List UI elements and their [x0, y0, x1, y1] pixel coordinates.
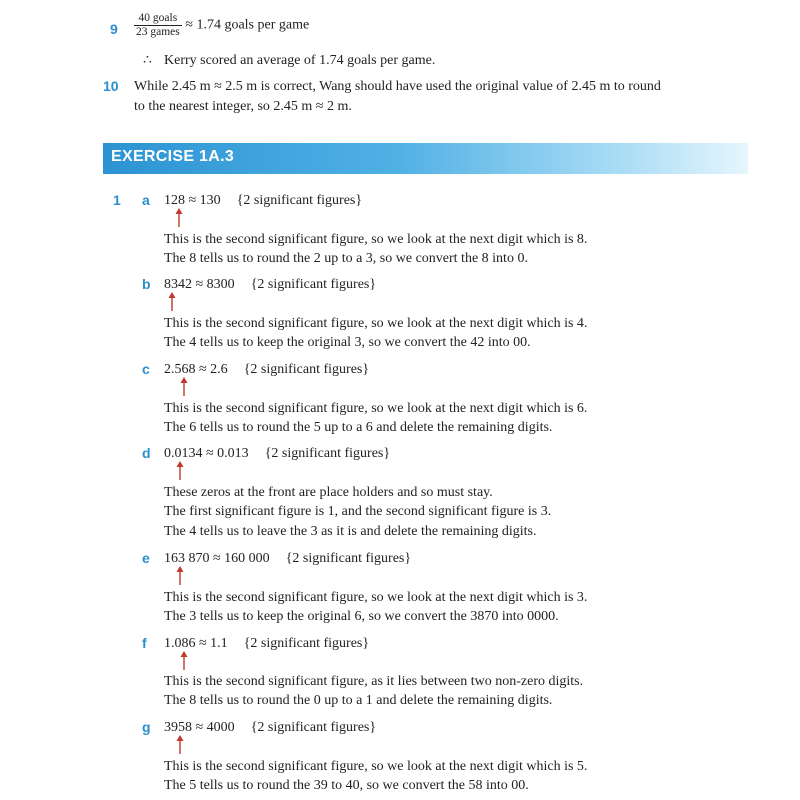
part-b-sig-fig-note: {2 significant figures} — [250, 277, 377, 292]
part-c-explanation-line: This is the second significant figure, so we look at the next digit which is 6. — [164, 401, 588, 416]
part-g-explanation-line: The 5 tells us to round the 39 to 40, so we convert the 58 into 00. — [164, 778, 529, 793]
part-c-sig-fig-note: {2 significant figures} — [243, 362, 370, 377]
part-g-explanation-line: This is the second significant figure, so we look at the next digit which is 5. — [164, 759, 588, 774]
part-label-c: c — [142, 361, 150, 377]
fraction-numerator: 40 goals — [134, 12, 182, 26]
part-g-equation: 3958 ≈ 4000 — [164, 720, 235, 735]
question-number-1: 1 — [113, 192, 121, 208]
question-number-9: 9 — [110, 21, 118, 37]
q9-conclusion: Kerry scored an average of 1.74 goals per game. — [164, 53, 436, 68]
part-b-explanation-line: This is the second significant figure, so we look at the next digit which is 4. — [164, 316, 588, 331]
up-arrow-icon — [174, 566, 186, 586]
therefore-symbol: ∴ — [143, 53, 152, 68]
part-d-equation: 0.0134 ≈ 0.013 — [164, 446, 249, 461]
part-f-explanation-line: This is the second significant figure, as it lies between two non-zero digits. — [164, 674, 584, 689]
up-arrow-icon — [178, 651, 190, 671]
part-d-sig-fig-note: {2 significant figures} — [264, 446, 391, 461]
part-c-equation: 2.568 ≈ 2.6 — [164, 362, 228, 377]
part-g-sig-fig-note: {2 significant figures} — [250, 720, 377, 735]
exercise-title: EXERCISE 1A.3 — [111, 148, 235, 165]
fraction-denominator: 23 games — [136, 26, 180, 38]
up-arrow-icon — [166, 292, 178, 312]
part-a-sig-fig-note: {2 significant figures} — [236, 193, 363, 208]
part-b-explanation-line: The 4 tells us to keep the original 3, so we convert the 42 into 00. — [164, 335, 531, 350]
part-d-explanation-line: The first significant figure is 1, and the second significant figure is 3. — [164, 504, 552, 519]
part-label-b: b — [142, 276, 151, 292]
up-arrow-icon — [174, 735, 186, 755]
part-label-g: g — [142, 719, 151, 735]
up-arrow-icon — [178, 377, 190, 397]
part-e-equation: 163 870 ≈ 160 000 — [164, 551, 270, 566]
part-c-explanation-line: The 6 tells us to round the 5 up to a 6 and delete the remaining digits. — [164, 420, 553, 435]
q9-average-equation — [134, 12, 309, 39]
part-f-equation: 1.086 ≈ 1.1 — [164, 636, 228, 651]
part-label-f: f — [142, 635, 147, 651]
part-a-explanation-line: This is the second significant figure, so we look at the next digit which is 8. — [164, 232, 588, 247]
q10-line-2: to the nearest integer, so 2.45 m ≈ 2 m. — [134, 99, 352, 114]
part-a-explanation-line: The 8 tells us to round the 2 up to a 3, so we convert the 8 into 0. — [164, 251, 528, 266]
part-label-a: a — [142, 192, 150, 208]
part-a-equation: 128 ≈ 130 — [164, 193, 221, 208]
part-f-sig-fig-note: {2 significant figures} — [243, 636, 370, 651]
part-d-explanation-line: These zeros at the front are place holders and so must stay. — [164, 485, 493, 500]
part-label-d: d — [142, 445, 151, 461]
part-e-explanation-line: This is the second significant figure, so we look at the next digit which is 3. — [164, 590, 588, 605]
goals-per-game-fraction — [134, 12, 182, 39]
up-arrow-icon — [173, 208, 185, 228]
part-e-sig-fig-note: {2 significant figures} — [285, 551, 412, 566]
q10-line-1: While 2.45 m ≈ 2.5 m is correct, Wang should have used the original value of 2.45 m to round — [134, 79, 661, 94]
part-f-explanation-line: The 8 tells us to round the 0 up to a 1 and delete the remaining digits. — [164, 693, 553, 708]
up-arrow-icon — [174, 461, 186, 481]
part-e-explanation-line: The 3 tells us to keep the original 6, so we convert the 3870 into 0000. — [164, 609, 559, 624]
q9-result: ≈ 1.74 goals per game — [185, 17, 310, 33]
part-d-explanation-line: The 4 tells us to leave the 3 as it is and delete the remaining digits. — [164, 524, 537, 539]
part-label-e: e — [142, 550, 150, 566]
part-b-equation: 8342 ≈ 8300 — [164, 277, 235, 292]
question-number-10: 10 — [103, 78, 119, 94]
